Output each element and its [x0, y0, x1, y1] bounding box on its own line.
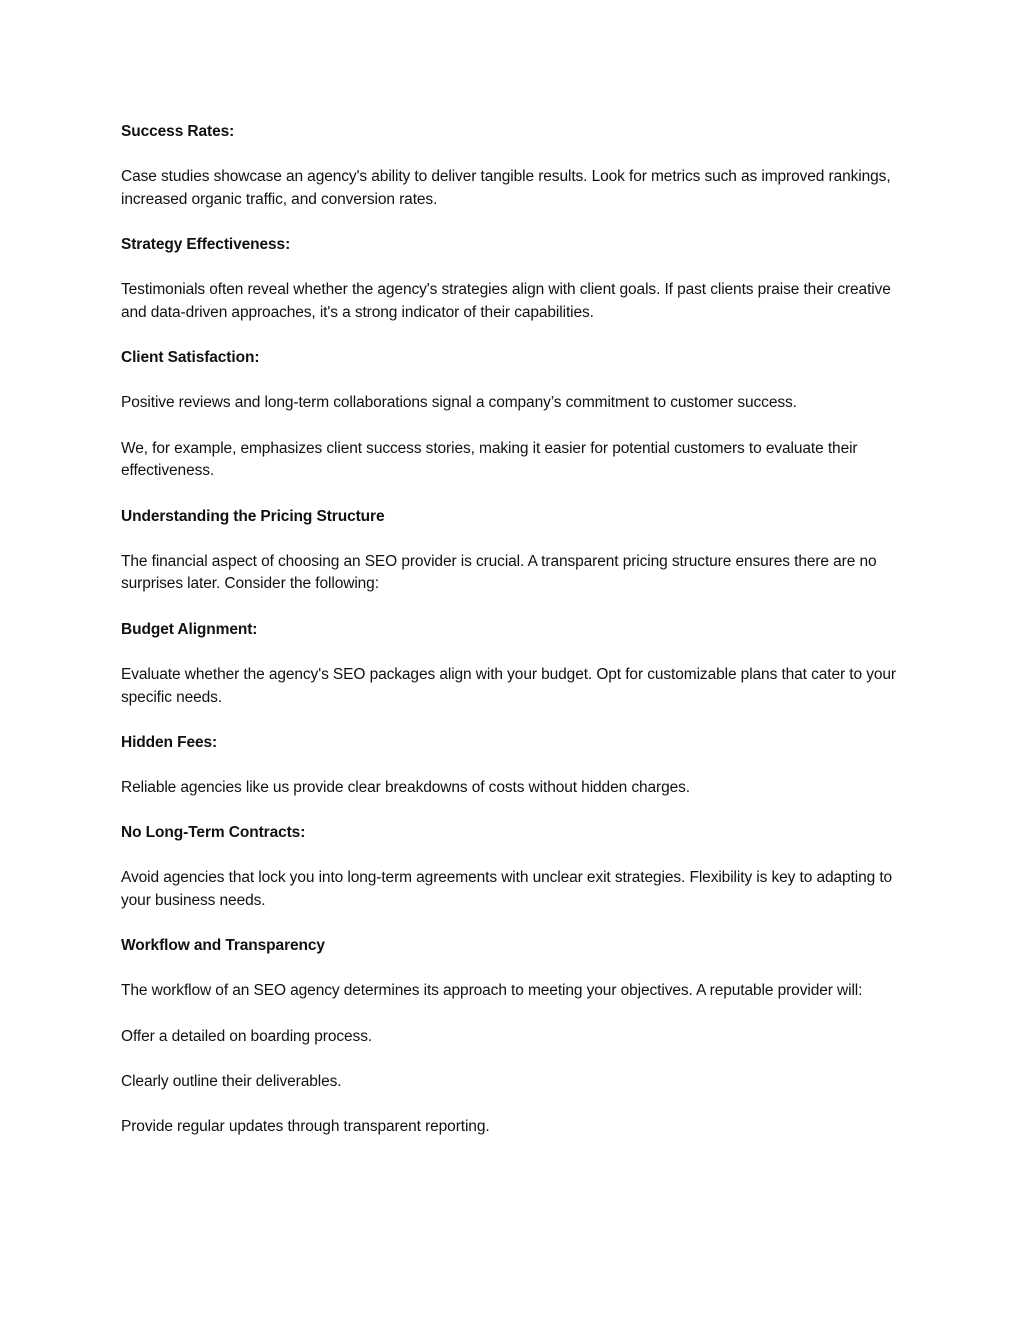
document-body: [121, 121, 911, 1161]
section-heading-pricing-structure: Understanding the Pricing Structure: [121, 507, 385, 525]
paragraph-hidden-fees: Reliable agencies like us provide clear breakdowns of costs without hidden charges.: [121, 778, 690, 796]
section-heading-no-long-term-contracts: No Long-Term Contracts:: [121, 824, 306, 842]
paragraph-case-studies: Case studies showcase an agency's ability to deliver tangible results. Look for metrics such as improved rankings, increased organic traffic, and conversion rates.: [121, 168, 891, 208]
paragraph-avoid-agencies: Avoid agencies that lock you into long-term agreements with unclear exit strategies. Flexibility is key to adapting to your business needs.: [121, 869, 893, 910]
section-heading-hidden-fees: Hidden Fees:: [121, 733, 218, 751]
list-item-onboarding: Offer a detailed on boarding process.: [121, 1027, 373, 1045]
paragraph-testimonials: Testimonials often reveal whether the agency's strategies align with client goals. If past clients praise their creative and data-driven approaches, it's a strong indicator of their capabilities.: [121, 281, 891, 322]
paragraph-budget-evaluate: Evaluate whether the agency's SEO packages align with your budget. Opt for customizable plans that cater to your specific needs.: [121, 665, 896, 706]
paragraph-success-stories: We, for example, emphasizes client success stories, making it easier for potential customers to evaluate their effectiveness.: [121, 439, 858, 480]
list-item-deliverables: Clearly outline their deliverables.: [121, 1072, 342, 1090]
list-item-updates: Provide regular updates through transparent reporting.: [121, 1118, 490, 1136]
section-heading-client-satisfaction: Client Satisfaction:: [121, 349, 260, 367]
section-heading-success-rates: Success Rates:: [121, 123, 235, 140]
section-heading-workflow-transparency: Workflow and Transparency: [121, 937, 325, 955]
section-heading-budget-alignment: Budget Alignment:: [121, 620, 258, 638]
paragraph-financial-aspect: The financial aspect of choosing an SEO provider is crucial. A transparent pricing structure ensures there are no surprises later. Consider the following:: [121, 552, 877, 593]
section-heading-strategy-effectiveness: Strategy Effectiveness:: [121, 236, 291, 254]
paragraph-workflow: The workflow of an SEO agency determines its approach to meeting your objectives. A reputable provider will:: [121, 982, 863, 1000]
paragraph-positive-reviews: Positive reviews and long-term collaborations signal a company’s commitment to customer success.: [121, 394, 797, 412]
